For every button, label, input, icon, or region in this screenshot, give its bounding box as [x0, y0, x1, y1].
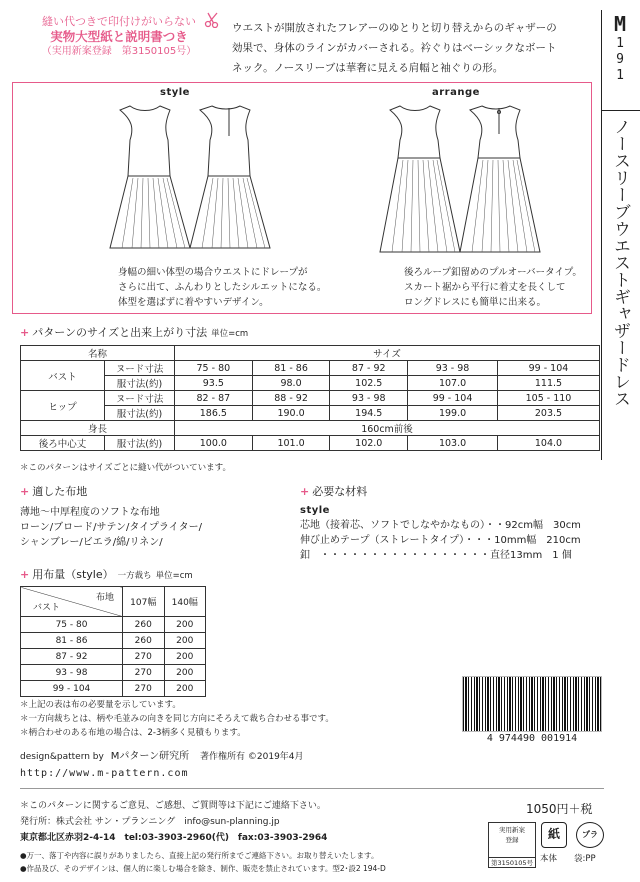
table-cell: 200 [164, 617, 206, 633]
corner-fabric: 布地 [95, 593, 114, 603]
table-cell: 75 - 80 [175, 361, 253, 376]
table-cell: 203.5 [497, 406, 599, 421]
yardage-table [20, 586, 206, 697]
row-label-back: 後ろ中心丈 [21, 436, 105, 451]
table-cell: 81 - 86 [252, 361, 330, 376]
paper-recycle-icon [541, 822, 567, 848]
intro-text [232, 18, 587, 78]
table-cell: 93 - 98 [21, 665, 123, 681]
caption-line: さらに出て、ふんわりとしたシルエットになる。 [118, 282, 327, 293]
plus-icon: + [20, 485, 30, 498]
table-cell: 99 - 104 [408, 391, 498, 406]
code-digit: 1 [616, 36, 624, 51]
badge-line2: 実物大型紙と説明書つき [50, 29, 188, 44]
materials-list [300, 503, 581, 563]
table-row [21, 617, 206, 633]
pattern-badge [26, 14, 212, 59]
table-row [21, 436, 600, 451]
size-note: ＊このパターンはサイズごとに縫い代がついています。 [20, 463, 231, 473]
style-label: style [160, 87, 190, 98]
table-cell: 200 [164, 633, 206, 649]
divider [20, 788, 604, 789]
table-cell: ヌード寸法 [105, 361, 175, 376]
corner-bust: バスト [33, 603, 61, 613]
material-line: 芯地（接着芯、ソフトでしなやかなもの）・・92cm幅 30cm [300, 520, 581, 531]
fabric-line: 薄地～中厚程度のソフトな布地 [20, 507, 160, 518]
table-cell: 93 - 98 [408, 361, 498, 376]
table-cell: 160cm前後 [175, 421, 600, 436]
table-cell: 服寸法(約) [105, 436, 175, 451]
website-url: http://www.m-pattern.com [20, 768, 189, 779]
header-sizes: サイズ [175, 346, 600, 361]
patent-line: 実用新案 [499, 826, 525, 834]
caption-line: スカート裾から平行に着丈を長くして [404, 282, 566, 293]
plastic-recycle-icon [576, 822, 604, 848]
table-row [21, 681, 206, 697]
table-cell: 87 - 92 [21, 649, 123, 665]
yardage-title: 用布量（style） [32, 568, 114, 581]
table-cell: 服寸法(約) [105, 406, 175, 421]
scissors-icon [204, 12, 220, 28]
table-cell: 93 - 98 [330, 391, 408, 406]
table-cell: 200 [164, 649, 206, 665]
badge-line3: （実用新案登録 第3150105号） [41, 46, 197, 57]
table-cell: 200 [164, 665, 206, 681]
style-caption [118, 265, 326, 310]
size-table [20, 345, 600, 451]
table-cell: 101.0 [252, 436, 330, 451]
yardage-heading [20, 566, 193, 582]
table-cell: 99 - 104 [497, 361, 599, 376]
caption-line: 後ろループ釦留めのプルオーバータイプ。 [404, 267, 582, 278]
yardage-notes [20, 698, 334, 740]
table-cell: 190.0 [252, 406, 330, 421]
table-cell: 102.0 [330, 436, 408, 451]
table-cell: 81 - 86 [21, 633, 123, 649]
code-digit: 1 [616, 68, 624, 83]
caption-line: 体型を選ばずに着やすいデザイン。 [118, 297, 269, 308]
table-cell: 194.5 [330, 406, 408, 421]
patent-line: 登録 [505, 836, 519, 844]
intro-line: 効果で、身体のラインがカバーされる。衿ぐりはベーシックなボート [232, 42, 557, 54]
paper-glyph: 紙 [547, 827, 560, 841]
yardage-sub: 一方裁ち [117, 571, 152, 581]
table-row [21, 421, 600, 436]
fabric-title: 適した布地 [32, 485, 88, 498]
credit-copyright: 著作権所有 ©2019年4月 [200, 752, 304, 762]
table-row [21, 649, 206, 665]
arrange-caption [404, 265, 582, 310]
caption-line: 身幅の細い体型の場合ウエストにドレープが [118, 267, 308, 278]
footer-notices [20, 849, 386, 875]
table-cell: ヌード寸法 [105, 391, 175, 406]
table-cell: 200 [164, 681, 206, 697]
notice-line: ●万一、落丁や内容に誤りがありましたら、直接上記の発行所までご連絡下さい。お取り替えいたします。 [20, 851, 379, 860]
table-cell: 98.0 [252, 376, 330, 391]
fabric-line: シャンブレー/ビエラ/綿/リネン/ [20, 537, 163, 548]
divider-horizontal [601, 110, 640, 111]
material-line: 釦 ・・・・・・・・・・・・・・・・・直径13mm 1 個 [300, 550, 572, 561]
table-cell: 186.5 [175, 406, 253, 421]
table-cell: 99 - 104 [21, 681, 123, 697]
contact-note: ＊このパターンに関するご意見、ご感想、ご質問等は下記にご連絡下さい。 [20, 801, 326, 811]
table-cell: 270 [123, 649, 165, 665]
table-cell: 102.5 [330, 376, 408, 391]
col-header: 140幅 [164, 587, 206, 617]
divider-vertical [601, 10, 602, 460]
plus-icon: + [300, 485, 310, 498]
table-cell: 75 - 80 [21, 617, 123, 633]
pp-label: 袋:PP [574, 854, 596, 864]
table-row [21, 361, 600, 376]
material-line: 伸び止めテープ（ストレートタイプ）・・・10mm幅 210cm [300, 535, 581, 546]
table-cell: 87 - 92 [330, 361, 408, 376]
row-label-hip: ヒップ [21, 391, 105, 421]
table-cell: 270 [123, 681, 165, 697]
product-title: ノースリーブウエストギャザードレス [610, 118, 630, 407]
size-unit: 単位=cm [211, 329, 249, 339]
paper-label: 本体 [540, 854, 558, 864]
fabric-list [20, 505, 202, 550]
price-label: 1050円＋税 [526, 802, 593, 816]
table-cell: 107.0 [408, 376, 498, 391]
badge-line1: 縫い代つきで印付けがいらない [42, 15, 196, 28]
credit-design: design&pattern by [20, 752, 104, 762]
table-cell: 100.0 [175, 436, 253, 451]
plus-icon: + [20, 326, 30, 339]
note-line: ＊一方向裁ちとは、柄や毛並みの向きを同じ方向にそろえて裁ち合わせる事です。 [20, 714, 334, 724]
col-header: 107幅 [123, 587, 165, 617]
arrange-label: arrange [432, 87, 480, 98]
patent-number: 第3150105号 [489, 857, 535, 868]
fabric-line: ローン/ブロード/サテン/タイプライター/ [20, 522, 202, 533]
pp-glyph: プラ [582, 830, 598, 839]
note-line: ＊柄合わせのある布地の場合は、2-3柄多く見積もります。 [20, 728, 246, 738]
credit-studio: Mパターン研究所 [110, 751, 190, 762]
intro-line: ネック。ノースリーブは華奢に見える肩幅と袖ぐりの形。 [232, 62, 504, 74]
table-row [21, 665, 206, 681]
note-line: ＊上記の表は布の必要量を示しています。 [20, 700, 181, 710]
barcode-number: 4 974490 001914 [486, 733, 578, 744]
code-letter: M [613, 12, 627, 36]
size-section-heading [20, 324, 248, 340]
size-section-title: パターンのサイズと出来上がり寸法 [32, 326, 208, 339]
materials-title: 必要な材料 [312, 485, 368, 498]
table-cell: 111.5 [497, 376, 599, 391]
table-cell: 105 - 110 [497, 391, 599, 406]
intro-line: ウエストが開放されたフレアーのゆとりと切り替えからのギャザーの [232, 22, 557, 34]
barcode-image [462, 676, 602, 732]
arrange-dress-illustration [378, 98, 553, 256]
patent-mark [488, 822, 536, 868]
yardage-corner [21, 587, 123, 617]
pattern-code [606, 12, 634, 84]
table-cell: 199.0 [408, 406, 498, 421]
publisher-line: 発行所：株式会社 サン・プランニング info@sun-planning.jp [20, 817, 280, 827]
table-cell: 103.0 [408, 436, 498, 451]
table-cell: 93.5 [175, 376, 253, 391]
code-digit: 9 [616, 52, 624, 67]
yardage-unit: 単位=cm [155, 571, 193, 581]
row-label-bust: バスト [21, 361, 105, 391]
materials-style: style [300, 505, 330, 516]
table-row [21, 376, 600, 391]
plus-icon: + [20, 568, 30, 581]
credit-line [20, 747, 304, 762]
row-label-height: 身長 [21, 421, 175, 436]
fabric-heading [20, 483, 87, 499]
caption-line: ロングドレスにも簡単に出来る。 [404, 297, 547, 308]
style-dress-illustration [108, 98, 283, 256]
table-cell: 服寸法(約) [105, 376, 175, 391]
header-name: 名称 [21, 346, 175, 361]
notice-line: ●作品及び、そのデザインは、個人的に楽しむ場合を除き、制作、販売を禁止されています。型2･設2 194-D [20, 864, 386, 873]
table-cell: 270 [123, 665, 165, 681]
table-cell: 260 [123, 617, 165, 633]
table-cell: 88 - 92 [252, 391, 330, 406]
table-cell: 104.0 [497, 436, 599, 451]
materials-heading [300, 483, 367, 499]
table-cell: 82 - 87 [175, 391, 253, 406]
table-row [21, 633, 206, 649]
table-row [21, 406, 600, 421]
table-row [21, 391, 600, 406]
address-line: 東京都北区赤羽2-4-14 tel:03-3903-2960(代) fax:03-3903-2964 [20, 833, 328, 843]
table-cell: 260 [123, 633, 165, 649]
